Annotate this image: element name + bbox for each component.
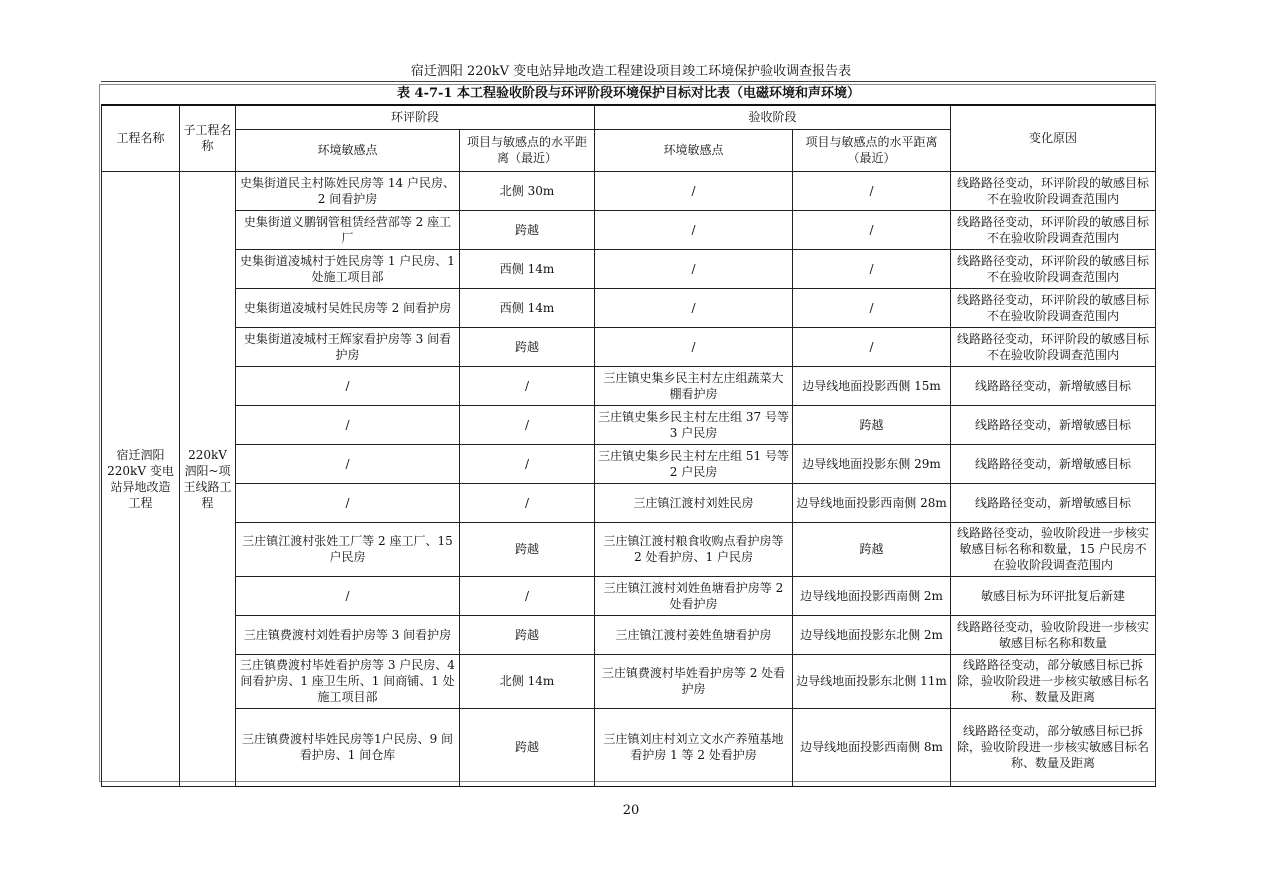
col-change-reason: 变化原因 [951,105,1156,171]
eia-sensitive-point-cell: 史集街道凌城村王辉家看护房等 3 间看护房 [236,327,460,366]
table-row [102,708,1156,786]
acc-sensitive-point-cell: 三庄镇史集乡民主村左庄组 51 号等 2 户民房 [595,444,793,483]
table-row [102,522,1156,576]
change-reason-cell: 线路路径变动，验收阶段进一步核实敏感目标名称和数量，15 户民房不在验收阶段调查范围内 [951,522,1156,576]
table-row [102,483,1156,522]
acc-sensitive-point-cell: 三庄镇费渡村毕姓看护房等 2 处看护房 [595,654,793,708]
change-reason-cell: 线路路径变动，部分敏感目标已拆除，验收阶段进一步核实敏感目标名称、数量及距离 [951,654,1156,708]
sub-project-cell: 220kV 泗阳~项王线路工程 [180,171,236,786]
table-row [102,210,1156,249]
project-name-cell: 宿迁泗阳220kV 变电站异地改造工程 [102,171,180,786]
col-acceptance-stage: 验收阶段 [595,105,951,129]
acc-distance-cell: 边导线地面投影西南侧 2m [793,576,951,615]
acc-distance-cell: / [793,171,951,210]
eia-distance-cell: 北侧 14m [460,654,595,708]
comparison-table [101,104,1156,787]
table-row [102,654,1156,708]
page-number: 20 [622,803,640,818]
table-row [102,249,1156,288]
change-reason-cell: 线路路径变动，环评阶段的敏感目标不在验收阶段调查范围内 [951,288,1156,327]
acc-sensitive-point-cell: / [595,327,793,366]
acc-distance-cell: 边导线地面投影东北侧 2m [793,615,951,654]
table-row [102,288,1156,327]
eia-sensitive-point-cell: 史集街道义鹏钢管租赁经营部等 2 座工厂 [236,210,460,249]
acc-sensitive-point-cell: 三庄镇江渡村刘姓鱼塘看护房等 2 处看护房 [595,576,793,615]
eia-sensitive-point-cell: / [236,444,460,483]
table-row [102,576,1156,615]
eia-distance-cell: 西侧 14m [460,288,595,327]
acc-sensitive-point-cell: 三庄镇江渡村姜姓鱼塘看护房 [595,615,793,654]
acc-sensitive-point-cell: 三庄镇江渡村粮食收购点看护房等 2 处看护房、1 户民房 [595,522,793,576]
table-row [102,171,1156,210]
acc-distance-cell: 边导线地面投影东北侧 11m [793,654,951,708]
header-rule [101,81,1156,82]
col-acc-sensitive-point: 环境敏感点 [595,129,793,171]
acc-distance-cell: 跨越 [793,522,951,576]
eia-distance-cell: / [460,366,595,405]
change-reason-cell: 线路路径变动，环评阶段的敏感目标不在验收阶段调查范围内 [951,210,1156,249]
eia-distance-cell: / [460,444,595,483]
eia-distance-cell: 跨越 [460,615,595,654]
eia-distance-cell: / [460,483,595,522]
eia-sensitive-point-cell: / [236,576,460,615]
acc-distance-cell: / [793,210,951,249]
table-row [102,405,1156,444]
eia-distance-cell: 北侧 30m [460,171,595,210]
change-reason-cell: 线路路径变动，新增敏感目标 [951,366,1156,405]
change-reason-cell: 线路路径变动，新增敏感目标 [951,444,1156,483]
table-row [102,444,1156,483]
eia-sensitive-point-cell: 三庄镇费渡村刘姓看护房等 3 间看护房 [236,615,460,654]
acc-distance-cell: 边导线地面投影西侧 15m [793,366,951,405]
col-acc-distance: 项目与敏感点的水平距离（最近） [793,129,951,171]
eia-sensitive-point-cell: / [236,483,460,522]
table-row [102,366,1156,405]
eia-sensitive-point-cell: 史集街道凌城村于姓民房等 1 户民房、1 处施工项目部 [236,249,460,288]
col-eia-sensitive-point: 环境敏感点 [236,129,460,171]
acc-distance-cell: / [793,249,951,288]
acc-distance-cell: / [793,288,951,327]
eia-distance-cell: 跨越 [460,327,595,366]
change-reason-cell: 线路路径变动，环评阶段的敏感目标不在验收阶段调查范围内 [951,327,1156,366]
change-reason-cell: 线路路径变动，新增敏感目标 [951,405,1156,444]
header-row-1 [102,105,1156,129]
acc-distance-cell: 跨越 [793,405,951,444]
eia-distance-cell: 跨越 [460,708,595,786]
eia-sensitive-point-cell: 史集街道民主村陈姓民房等 14 户民房、2 间看护房 [236,171,460,210]
change-reason-cell: 线路路径变动，新增敏感目标 [951,483,1156,522]
eia-distance-cell: / [460,405,595,444]
eia-sensitive-point-cell: 三庄镇费渡村毕姓看护房等 3 户民房、4 间看护房、1 座卫生所、1 间商铺、1 处施工项目部 [236,654,460,708]
acc-sensitive-point-cell: / [595,171,793,210]
acc-sensitive-point-cell: / [595,288,793,327]
eia-sensitive-point-cell: / [236,405,460,444]
col-sub-project: 子工程名称 [180,105,236,171]
acc-distance-cell: 边导线地面投影西南侧 28m [793,483,951,522]
col-eia-stage: 环评阶段 [236,105,595,129]
eia-sensitive-point-cell: / [236,366,460,405]
acc-distance-cell: / [793,327,951,366]
eia-distance-cell: 跨越 [460,210,595,249]
table-row [102,327,1156,366]
acc-distance-cell: 边导线地面投影东侧 29m [793,444,951,483]
acc-sensitive-point-cell: 三庄镇史集乡民主村左庄组 37 号等 3 户民房 [595,405,793,444]
change-reason-cell: 线路路径变动，环评阶段的敏感目标不在验收阶段调查范围内 [951,171,1156,210]
eia-distance-cell: / [460,576,595,615]
table-body [102,171,1156,786]
eia-distance-cell: 西侧 14m [460,249,595,288]
change-reason-cell: 线路路径变动，验收阶段进一步核实敏感目标名称和数量 [951,615,1156,654]
change-reason-cell: 敏感目标为环评批复后新建 [951,576,1156,615]
col-eia-distance: 项目与敏感点的水平距离（最近） [460,129,595,171]
acc-sensitive-point-cell: / [595,210,793,249]
acc-distance-cell: 边导线地面投影西南侧 8m [793,708,951,786]
change-reason-cell: 线路路径变动，环评阶段的敏感目标不在验收阶段调查范围内 [951,249,1156,288]
change-reason-cell: 线路路径变动，部分敏感目标已拆除，验收阶段进一步核实敏感目标名称、数量及距离 [951,708,1156,786]
table-title: 表 4-7-1 本工程验收阶段与环评阶段环境保护目标对比表（电磁环境和声环境） [397,86,860,101]
eia-sensitive-point-cell: 三庄镇江渡村张姓工厂等 2 座工厂、15 户民房 [236,522,460,576]
acc-sensitive-point-cell: 三庄镇江渡村刘姓民房 [595,483,793,522]
acc-sensitive-point-cell: 三庄镇史集乡民主村左庄组蔬菜大棚看护房 [595,366,793,405]
page-header: 宿迁泗阳 220kV 变电站异地改造工程建设项目竣工环境保护验收调查报告表 [410,64,852,79]
acc-sensitive-point-cell: / [595,249,793,288]
acc-sensitive-point-cell: 三庄镇刘庄村刘立文水产养殖基地看护房 1 等 2 处看护房 [595,708,793,786]
eia-sensitive-point-cell: 史集街道凌城村吴姓民房等 2 间看护房 [236,288,460,327]
table-row [102,615,1156,654]
eia-sensitive-point-cell: 三庄镇费渡村毕姓民房等1户民房、9 间看护房、1 间仓库 [236,708,460,786]
col-project-name: 工程名称 [102,105,180,171]
eia-distance-cell: 跨越 [460,522,595,576]
